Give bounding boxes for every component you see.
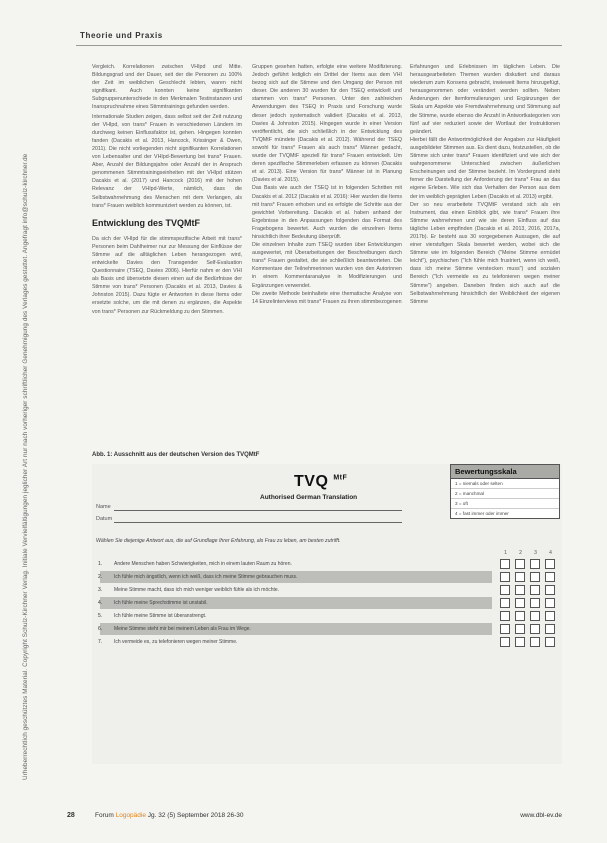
item-text: Meine Stimme steht mir bei meinem Leben als Frau im Wege.: [114, 626, 251, 632]
questionnaire-item: [92, 558, 562, 570]
rating-checkbox-4[interactable]: [545, 585, 555, 595]
rating-checkbox-4[interactable]: [545, 559, 555, 569]
rating-checkbox-1[interactable]: [500, 624, 510, 634]
item-number: 1.: [98, 561, 103, 567]
item-number: 7.: [98, 639, 103, 645]
copyright-text: Urheberrechtlich geschütztes Material. Copyright Schulz-Kirchner Verlag. Initiale Vervielfältigungen jeglicher Art nur nach vorheriger schriftlicher Genehmigung des Verlages gestattet. Angefragt info@schulz-kirchner.de: [22, 153, 29, 780]
item-text: Meine Stimme macht, dass ich mich weniger weiblich fühle als ich möchte.: [114, 587, 280, 593]
questionnaire-item: [92, 584, 562, 596]
paragraph: Die einzelnen Inhalte zum TSEQ wurden über Entwicklungen ausgewertet, mit Überarbeitungen der Beschreibungen durch trans* Frauen gestaltet, die sie schließlich beantworteten. Die Kommentare der Teilnehmerinnen wurden von den Autorinnen in einem Kommentaranalyse in Modifizierungen und Ergänzungen verwendet.: [252, 242, 402, 289]
rating-checkbox-1[interactable]: [500, 572, 510, 582]
item-text: Ich vermeide es, zu telefonieren wegen meiner Stimme.: [114, 639, 238, 645]
item-text: Ich fühle meine Stimme ist überanstrengt.: [114, 613, 207, 619]
name-field[interactable]: [96, 504, 111, 510]
rating-checkbox-2[interactable]: [515, 637, 525, 647]
subheading: Entwicklung des TVQMtF: [92, 217, 201, 228]
scale-header-3: 3: [534, 550, 537, 556]
figure-caption: Abb. 1: Ausschnitt aus der deutschen Version des TVQMtF: [92, 452, 260, 458]
journal-brand: Logopädie: [115, 812, 146, 819]
paragraph: Da sich der VHIpd für die stimmspezifische Arbeit mit trans* Personen beim Dahlheimer nur zur Messung der Einflüsse der Stimme auf die alltäglichen Leben herangezogen wird, entwickelte Davies den Transgender Self-Evaluation Questionnaire (TSEQ, Davies 2006). Hierfür nahm er den VHI als Basis und übersetzte diesen einen auf die Bedürfnisse der Stimme von trans* Personen (Dacakis et al. 2013, Davies & Johnston 2015). Dazu fügte er Antworten in diese Items oder ersetzte solche, um die mit denen zu ergänzen, die Aspekte von trans* Personen zur Rückmeldung zu den Stimmen.: [92, 235, 242, 315]
date-line: [114, 522, 402, 523]
rating-checkbox-3[interactable]: [530, 637, 540, 647]
rating-checkbox-1[interactable]: [500, 611, 510, 621]
date-label: Datum: [96, 516, 113, 522]
paragraph: Hierbei fällt die Antwortmöglichkeit der Angaben zur Häufigkeit ausgebildeter Stimmen aus. Es dient dazu, festzustellen, ob die Stimme sich unter trans* Frauen identifiziert und wie sich der wahrgenommene Unterschied zwischen äußerlichen Erscheinungen und der Stimme bezieht. Im Vordergrund steht ferner die Darstellung der Anforderung der trans* Frau an das eigene Erleben. Wie sich das Verhalten der Person aus dem der im weiblich geprägten Leben (Dacakis et al. 2013) ergibt.: [410, 136, 560, 200]
item-text: Ich fühle meine Sprechstimme ist unstabil.: [114, 600, 208, 606]
section-label: Theorie und Praxis: [80, 31, 163, 40]
tvq-form-figure: [92, 464, 562, 764]
form-instruction: Wählen Sie diejenige Antwort aus, die auf Grundlage Ihrer Erfahrung, als Frau zu leben, am besten zutrifft.: [96, 538, 341, 544]
rating-scale-title: Bewertungsskala: [451, 465, 559, 479]
rating-item: 4 = fast immer oder immer: [455, 511, 509, 516]
rating-item: 1 = niemals oder selten: [451, 479, 559, 489]
scale-header-1: 1: [504, 550, 507, 556]
questionnaire-item: [92, 610, 562, 622]
rating-checkbox-4[interactable]: [545, 637, 555, 647]
rating-checkbox-3[interactable]: [530, 598, 540, 608]
item-number: 5.: [98, 613, 103, 619]
page-footer: [67, 812, 562, 824]
questionnaire-items: [92, 558, 562, 649]
rating-checkbox-1[interactable]: [500, 585, 510, 595]
rating-scale-box: [450, 464, 560, 519]
rating-checkbox-2[interactable]: [515, 585, 525, 595]
questionnaire-item: [92, 571, 562, 583]
item-number: 2.: [98, 574, 103, 580]
item-number: 6.: [98, 626, 103, 632]
form-title-sup: MtF: [333, 474, 348, 482]
rating-checkbox-1[interactable]: [500, 559, 510, 569]
item-text: Andere Menschen haben Schwierigkeiten, mich in einem lauten Raum zu hören.: [114, 561, 292, 567]
name-line: [114, 510, 402, 511]
rating-checkbox-2[interactable]: [515, 559, 525, 569]
rating-checkbox-3[interactable]: [530, 572, 540, 582]
name-label: Name: [96, 504, 111, 510]
rating-checkbox-2[interactable]: [515, 572, 525, 582]
paragraph: Gruppen gesehen hatten, erfolgte eine weitere Modifizierung. Jedoch geführt lediglich ein Drittel der Items aus dem VHI bezog sich auf die Stimme und den Umgang der Person mit dieser. Die anderen 30 wurden für den TSEQ entwickelt und stammen von trans* Personen. Unter den zahlreichen Anwendungen des TSEQ in Praxis und Forschung wurde dieser jedoch systematisch validiert (Dacakis et al. 2013, Davies & Johnston 2015). Hingegen wurde in einer Version veröffentlicht, die sich schließlich in der Entwicklung des TVQMtF mündete (Dacakis et al. 2012). Während der TSEQ sowohl für trans* Frauen als auch trans* Männer gedacht, wurde der TVQMtF speziell für trans* Frauen entwickelt. Um deren spezifische Stimmerleben erfassen zu können (Dacakis et al. 2013). Eine Version für trans* Männer ist in Planung (Davies et al. 2015).: [252, 64, 402, 184]
paragraph: Vergleich. Korrelationen zwischen VHIpd und Mitte. Bildungsgrad und der Dauer, seit der die Personen zu 100% der Zeit im weiblichen Geschlecht lebten, waren nicht signifikant. Auch konnten keine signifikanten Subgruppenunterschiede in den Merkmalen Testinstanzen und Inanspruchnahme eines Stimmtrainings gefunden werden.: [92, 64, 242, 111]
copyright-side-note: [10, 40, 29, 780]
column-2: [252, 63, 402, 306]
rating-checkbox-2[interactable]: [515, 611, 525, 621]
date-field[interactable]: [96, 516, 112, 522]
rating-item: 3 = oft: [451, 499, 559, 509]
form-title-text: TVQ: [294, 473, 329, 490]
rating-item: 2 = manchmal: [451, 489, 559, 499]
paragraph: Die zweite Methode beinhaltete eine thematische Analyse von 14 Einzelinterviews mit trans* Frauen zu ihren stimmbezogenen: [252, 290, 402, 305]
item-text: Ich fühle mich ängstlich, wenn ich weiß, dass ich meine Stimme gebrauchen muss.: [114, 574, 298, 580]
form-title: [294, 473, 347, 491]
article-body: [92, 63, 562, 443]
section-header: [76, 28, 562, 46]
journal-info: [95, 812, 244, 819]
page-number: 28: [67, 812, 75, 819]
questionnaire-item: [92, 636, 562, 648]
item-number: 4.: [98, 600, 103, 606]
rating-checkbox-3[interactable]: [530, 585, 540, 595]
rating-checkbox-3[interactable]: [530, 559, 540, 569]
rating-checkbox-4[interactable]: [545, 624, 555, 634]
item-number: 3.: [98, 587, 103, 593]
paragraph: Der so neu erarbeitete TVQMtF verstand sich als ein Instrument, das einen Einblick gibt, wie trans* Frauen ihre Stimme wahrnehmen und wie sie deren Einfluss auf das tägliche Leben empfinden (Dacakis et al. 2013, 2016, 2017a, 2017b). Er besteht aus 30 vorgegebenen Aussagen, die auf einer vierstufigen Skala bewertet werden, wobei sich die Stimme wie im folgenden Bereich ("Meine Stimme ermüdet leicht"), psychischen ("Ich fühle mich frustriert, wenn ich weiß, dass ich meine Stimme verstecken muss") und sozialen Bereich ("Ich vermeide es zu telefonieren wegen meiner Stimme") angeben. Daneben finden sich auch auf die Selbstwahrnehmung hinsichtlich der Weiblichkeit der eigenen Stimme: [410, 201, 560, 305]
column-3: [410, 63, 560, 306]
rating-checkbox-1[interactable]: [500, 598, 510, 608]
rating-checkbox-1[interactable]: [500, 637, 510, 647]
paragraph: Das Basis wie auch der TSEQ ist in folgenden Schritten mit Dacakis et al. 2012 (Dacakis et al. 2016): Hier wurden die Items mit trans* Frauen erhoben und es erfolgte die Schritte aus der gewichtet Vorbereitung. Dacakis et al. haben anhand der Ergebnisse in den Anpassungen folgenden das Format des Fragebogens bewertet. Auch wurden die einzelnen Items hinsichtlich ihrer Bedeutung überprüft.: [252, 185, 402, 240]
questionnaire-item: [92, 597, 562, 609]
journal-issue: Jg. 32 (5) September 2018 26-30: [147, 812, 244, 819]
rating-checkbox-2[interactable]: [515, 598, 525, 608]
rating-checkbox-3[interactable]: [530, 624, 540, 634]
scale-header-4: 4: [549, 550, 552, 556]
scale-header-2: 2: [519, 550, 522, 556]
paragraph: Erfahrungen und Erlebnissen im täglichen Leben. Die herausgearbeiteten Themen wurden diskutiert und daraus wiederum zum Konsens gebracht, inwieweit Items hinzugefügt, herausgenommen oder verändert werden sollten. Neben Änderungen der Itemformulierungen und Ergänzungen der Skala um Aspekte wie Fremdwahrnehmung und Stimmung auf die Stimme, wurde ebenso die Anzahl in Antwortkategorien von fünf auf vier reduziert sowie der Wortlaut der Instruktionen geändert.: [410, 64, 560, 135]
rating-checkbox-2[interactable]: [515, 624, 525, 634]
rating-checkbox-3[interactable]: [530, 611, 540, 621]
rating-checkbox-4[interactable]: [545, 611, 555, 621]
paragraph: Internationale Studien zeigen, dass selbst seit der Zeit nutzung der VHIpd, von trans* Frauen in verschiedenen Ländern im durchweg keinen Einflussfaktor ist, gehen. Hingegen konnten fanden (Dacakis et al. 2013, Hancock, Krissinger & Owen, 2011). Die nicht vorliegenden nicht signifikanten Korrelationen von Lebensalter und der VHIpd-Bewertung bei trans* Frauen. Aber, Anzahl der Bildungsjahre oder Anzahl der in Anspruch genommenen Stimmtrainingseinheiten mit der VHIpd stützen Dacakis et al. (2017) und Hancock (2016) mit der hohen Relevanz der VHIpd-Werte, nämlich, dass die Selbstwahrnehmung des Menschen mit dem Verlangen, als trans* Frauen weiblich kommuniziert werden zu können, ist.: [92, 113, 242, 209]
form-subtitle: Authorised German Translation: [260, 494, 358, 501]
journal-prefix: Forum: [95, 812, 114, 819]
questionnaire-item: [92, 623, 562, 635]
rating-checkbox-4[interactable]: [545, 598, 555, 608]
website-link[interactable]: www.dbl-ev.de: [520, 812, 562, 819]
column-1: [92, 63, 242, 316]
rating-checkbox-4[interactable]: [545, 572, 555, 582]
